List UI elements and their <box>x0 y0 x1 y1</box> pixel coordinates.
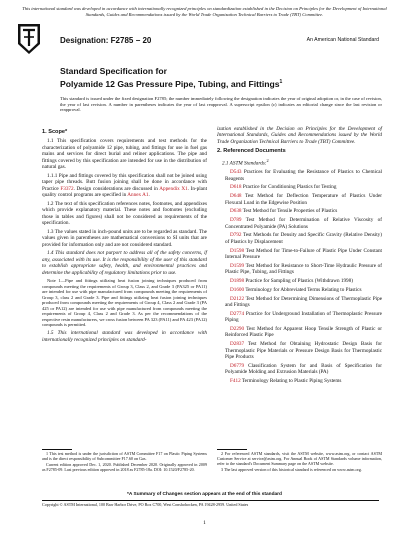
reference-item <box>217 326 382 339</box>
reference-code-link[interactable]: D543 <box>230 169 242 176</box>
top-notice: This international standard was developed in accordance with internationally recognized principles on standardization established in the Decision on Principles for the Development of International Standards, Guides and Recommendations issued by the World Trade Organization Technical Barriers to Trade (TBT) Committee. <box>22 6 387 17</box>
copyright-line: Copyright © ASTM International, 100 Barr Harbor Drive, PO Box C700, West Conshohocken, PA 19428-2959. United States <box>42 502 249 507</box>
reference-item <box>217 193 382 206</box>
reference-title: Practice for Underground Installation of Thermoplastic Pressure Piping <box>225 310 382 324</box>
link-appendix-x1[interactable]: Appendix X1 <box>159 185 188 192</box>
bottom-rule <box>42 500 379 501</box>
reference-title: Test Method for Determining Dimensions of Thermoplastic Pipe and Fittings <box>225 295 382 308</box>
footnote-3: 3 The last approved version of this historical standard is referenced on www.astm.org. <box>221 467 362 472</box>
reference-code-link[interactable]: D792 <box>230 232 242 239</box>
scope-1-5-continuation: ization established in the Decision on Principles for the Development of International Standards, Guides and Recommendations issued by the World Trade Organization Technical Barriers to Trade (TBT) Committee. <box>217 126 382 145</box>
reference-title: Test Methods for Density and Specific Gravity (Relative Density) of Plastics by Displacement <box>225 232 382 245</box>
reference-code-link[interactable]: D2774 <box>230 310 245 317</box>
reference-title: Practice for Conditioning Plastics for Testing <box>241 184 337 191</box>
reference-item <box>217 208 382 214</box>
summary-of-changes-note: *A Summary of Changes section appears at the end of this standard <box>127 492 282 497</box>
reference-item <box>217 184 382 190</box>
reference-item <box>217 263 382 276</box>
scope-1-4: 1.4 This standard does not purport to address all of the safety concerns, if any, associated with its use. It is the responsibility of the user of this standard to establish appropriate safety, health, and environmental practices and determine the applicability of regulatory limitations prior to use. <box>42 250 207 276</box>
reference-title: Practices for Evaluating the Resistance of Plastics to Chemical Reagents <box>225 169 382 182</box>
reference-item <box>217 248 382 261</box>
reference-code-link[interactable]: D1598 <box>230 247 245 254</box>
footnote-rule-right <box>217 449 247 450</box>
scope-1-3: 1.3 The values stated in inch-pound units are to be regarded as standard. The values given in parentheses are mathematical conversions to SI units that are provided for information only and are not considered standard. <box>42 228 207 248</box>
reference-code-link[interactable]: D2290 <box>230 325 245 332</box>
reference-title: Test Method for Obtaining Hydrostatic Design Basis for Thermoplastic Pipe Materials or Pressure Design Basis for Thermoplastic Pipe Products <box>225 341 382 360</box>
link-f3372[interactable]: F3372 <box>60 185 74 192</box>
reference-code-link[interactable]: D2122 <box>230 295 245 302</box>
scope-1-1: 1.1 This specification covers requirements and test methods for the characterization of polyamide 12 pipe, tubing, and fittings for use in fuel gas mains and services for direct burial and reliner applications. The pipe and fittings covered by this specification are intended for use in the distribution of natural gas. <box>42 138 207 171</box>
reference-code-link[interactable]: D789 <box>230 217 242 224</box>
left-column <box>42 126 207 346</box>
reference-title: Practice for Sampling of Plastics (Withdrawn 1998) <box>244 277 353 284</box>
link-annex-a1[interactable]: Annex A1 <box>127 192 149 199</box>
reference-title: Classification System for and Basis of Specification for Polyamide Molding and Extrusion Materials (PA) <box>225 362 382 376</box>
reference-item <box>217 296 382 309</box>
footnotes-left <box>42 451 207 473</box>
reference-item <box>217 378 382 384</box>
reference-code-link[interactable]: D638 <box>230 208 242 215</box>
scope-1-2: 1.2 The text of this specification references notes, footnotes, and appendixes which provide explanatory material. These notes and footnotes (excluding those in tables and figures) shall not be considered as requirements of the specification. <box>42 200 207 227</box>
reference-title: Test Method for Deflection Temperature of Plastics Under Flexural Load in the Edgewise Position <box>225 193 382 206</box>
reference-item <box>217 217 382 230</box>
scope-1-1-1: 1.1.1 Pipe and fittings covered by this specification shall not be joined using taper pipe threads. Butt fusion joining shall be done in accordance with Practice F3372. Design considerations are discussed in Appendix X1. In-plant quality control programs are specified in Annex A1. <box>42 172 208 199</box>
reference-code-link[interactable]: D2837 <box>230 341 245 348</box>
reference-item <box>217 363 382 376</box>
page-number: 1 <box>203 520 206 526</box>
title-footnote-marker: 1 <box>279 78 283 85</box>
reference-code-link[interactable]: D648 <box>230 193 242 200</box>
reference-item <box>217 232 382 245</box>
national-standard-label: An American National Standard <box>306 37 379 43</box>
title-line-2: Polyamide 12 Gas Pressure Pipe, Tubing, and Fittings$^1$ <box>60 78 283 89</box>
referenced-documents-heading: 2. Referenced Documents <box>217 148 286 155</box>
reference-title: Test Method for Determination of Relative Viscosity of Concentrated Polyamide (PA) Solutions <box>225 217 382 230</box>
scope-1-5: 1.5 This international standard was developed in accordance with internationally recognized principles on standard- <box>42 330 207 343</box>
astm-logo-icon <box>16 22 42 56</box>
title-line-1: Standard Specification for <box>60 66 167 76</box>
reference-code-link[interactable]: D1898 <box>230 277 245 284</box>
astm-standards-subheading: 2.1 ASTM Standards:$^2$ <box>222 157 269 167</box>
reference-title: Terminology for Abbreviated Terms Relating to Plastics <box>244 286 362 293</box>
scope-note-1: Note 1—Pipe and fittings utilizing heat fusion joining techniques produced from compounds meeting the requirements of Group 3, Class 2, and Grade 3 (PA325 or PA11) are intended for use with pipe manufactured from compounds meeting the requirements of Group 3, class 2 and Grade 3. Pipe and fittings utilizing heat fusion joining techniques produced from compounds meeting the requirements of Group 4, Class 2 and Grade 3 (PA 425 or PA12) are intended for use with pipe manufactured from compounds meeting the requirements of Group 4, Class 2 and Grade 3. As per the recommendations of the respective resin manufacturers, we cross fusion between PA 323 (PA11) and PA 423 (PA12) compounds is permitted. <box>42 278 207 328</box>
reference-item <box>217 169 382 182</box>
reference-title: Test Method for Time-to-Failure of Plastic Pipe Under Constant Internal Pressure <box>225 247 382 260</box>
footnotes-right <box>217 451 382 473</box>
reference-title: Test Method for Apparent Hoop Tensile Strength of Plastic or Reinforced Plastic Pipe <box>225 325 382 339</box>
footnote-rule-left <box>42 449 72 450</box>
scope-heading: 1. Scope* <box>42 129 68 135</box>
footnote-1: 1 This test method is under the jurisdiction of ASTM Committee F17 on Plastic Piping Systems and is the direct responsibility of Subcommittee F17.60 on Gas. <box>42 451 207 461</box>
issued-note: This standard is issued under the fixed designation F2785; the number immediately following the designation indicates the year of original adoption or, in the case of revision, the year of last revision. A number in parentheses indicates the year of last reapproval. A superscript epsilon (ε) indicates an editorial change since the last revision or reapproval. <box>60 96 382 113</box>
reference-title: Test Method for Resistance to Short-Time Hydraulic Pressure of Plastic Pipe, Tubing, and Fittings <box>225 262 382 276</box>
right-column <box>217 126 382 387</box>
reference-code-link[interactable]: F412 <box>230 377 241 384</box>
reference-item <box>217 311 382 324</box>
reference-title: Terminology Relating to Plastic Piping Systems <box>240 377 342 384</box>
reference-list <box>217 169 382 384</box>
footnote-2: 2 For referenced ASTM standards, visit the ASTM website, www.astm.org, or contact ASTM Customer Service at service@astm.org. For Annual Book of ASTM Standards volume information, refer to the standard's Document Summary page on the ASTM website. <box>217 451 382 466</box>
reference-title: Test Method for Tensile Properties of Plastics <box>241 208 338 215</box>
reference-item <box>217 341 382 360</box>
designation: Designation: F2785 − 20 <box>60 36 152 45</box>
footnote-1-edition: Current edition approved Dec. 1, 2020. Published December 2020. Originally approved in 2009 as F2785-09. Last previous edition approved in 2018 as F2785-18a. DOI: 10.1520/F2785-20. <box>42 462 207 472</box>
reference-item <box>217 287 382 293</box>
reference-code-link[interactable]: D1599 <box>230 262 245 269</box>
reference-item <box>217 278 382 284</box>
reference-code-link[interactable]: D618 <box>230 184 242 191</box>
document-title <box>60 66 380 89</box>
reference-code-link[interactable]: D1600 <box>230 286 245 293</box>
reference-code-link[interactable]: D6779 <box>230 362 245 369</box>
